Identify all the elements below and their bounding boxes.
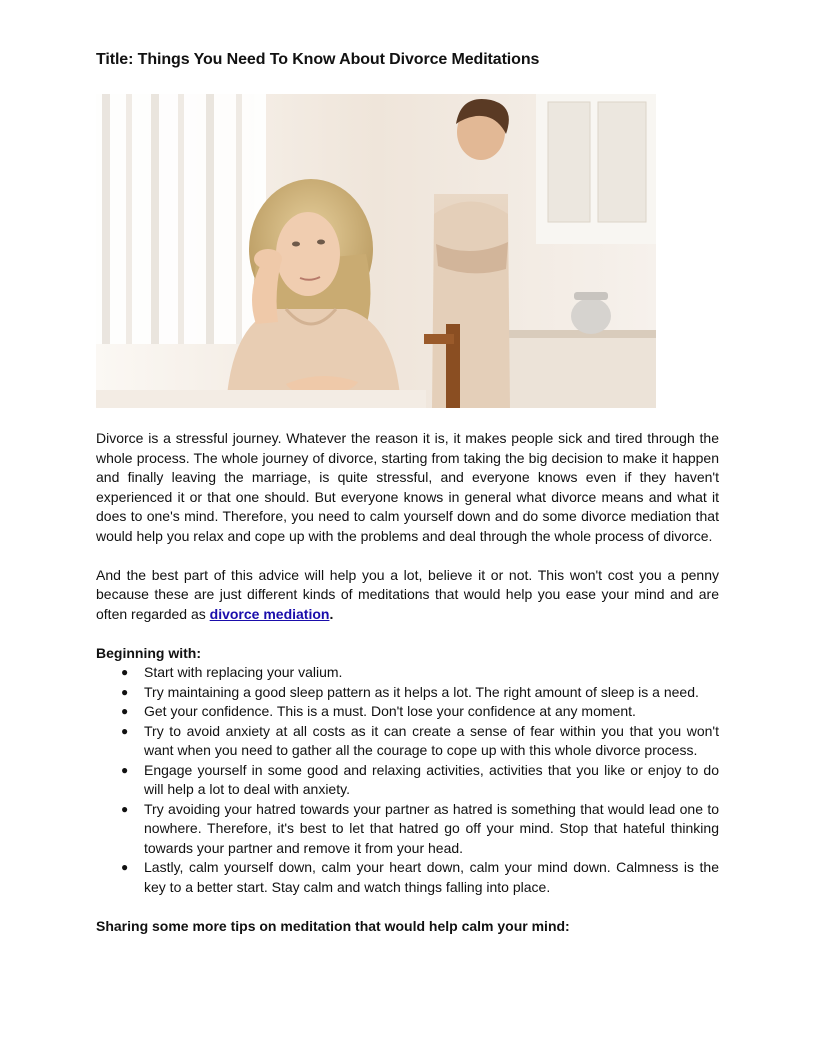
list-item-text: Get your confidence. This is a must. Don't lose your confidence at any moment. (144, 703, 636, 719)
list-item (96, 663, 719, 683)
list-item-text: Lastly, calm yourself down, calm your heart down, calm your mind down. Calmness is the key to a better start. Stay calm and watch things falling into place. (144, 859, 719, 895)
list-item (96, 761, 719, 800)
list-item-text: Try maintaining a good sleep pattern as it helps a lot. The right amount of sleep is a need. (144, 683, 699, 700)
bullet-icon: ● (121, 704, 129, 718)
advice-paragraph (96, 566, 719, 625)
photo-illustration (96, 94, 656, 408)
article-body (96, 429, 719, 936)
bullet-icon: ● (121, 801, 129, 816)
list-item-text: Engage yourself in some good and relaxing activities, activities that you like or enjoy to do will help a lot to deal with anxiety. (144, 761, 719, 797)
divorce-mediation-link[interactable]: divorce mediation (209, 605, 330, 622)
document-title: Title: Things You Need To Know About Divorce Meditations (96, 51, 540, 68)
bullet-icon: ● (121, 860, 129, 874)
list-item-text: Try avoiding your hatred towards your partner as hatred is something that would lead one to nowhere. Therefore, it's best to let that hatred go off your mind. Stop that hateful thinking towards your partner and remove it from your head. (144, 800, 719, 856)
bullet-icon: ● (121, 665, 129, 679)
list-item (96, 683, 719, 703)
list-item (96, 722, 719, 761)
list-item (96, 800, 719, 859)
advice-paragraph-text: And the best part of this advice will help you a lot, believe it or not. This won't cost you a penny because these are just different kinds of meditations that would help you ease your mind and are often regarded as (96, 566, 719, 622)
list-item-text: Try to avoid anxiety at all costs as it can create a sense of fear within you that you won't want when you need to gather all the courage to cope up with this whole divorce process. (144, 722, 719, 758)
list-item (96, 702, 719, 722)
list-item-text: Start with replacing your valium. (144, 664, 343, 680)
tips-list (96, 663, 719, 897)
list-item (96, 858, 719, 897)
advice-paragraph-end: . (329, 605, 334, 622)
bullet-icon: ● (121, 723, 129, 738)
bullet-icon: ● (121, 762, 129, 777)
section-heading-beginning: Beginning with: (96, 644, 201, 661)
section-heading-more-tips: Sharing some more tips on meditation that would help calm your mind: (96, 917, 570, 934)
couple-photo (96, 94, 656, 408)
bullet-icon: ● (121, 684, 129, 699)
intro-paragraph: Divorce is a stressful journey. Whatever the reason it is, it makes people sick and tired through the whole process. The whole journey of divorce, starting from taking the big decision to make it happen and finally leaving the marriage, is quite stressful, and everyone knows even if they haven't experienced it or that one should. But everyone knows in general what divorce means and what it does to one's mind. Therefore, you need to calm yourself down and do some divorce mediation that would help you relax and cope up with the problems and deal through the whole process of divorce. (96, 430, 719, 544)
